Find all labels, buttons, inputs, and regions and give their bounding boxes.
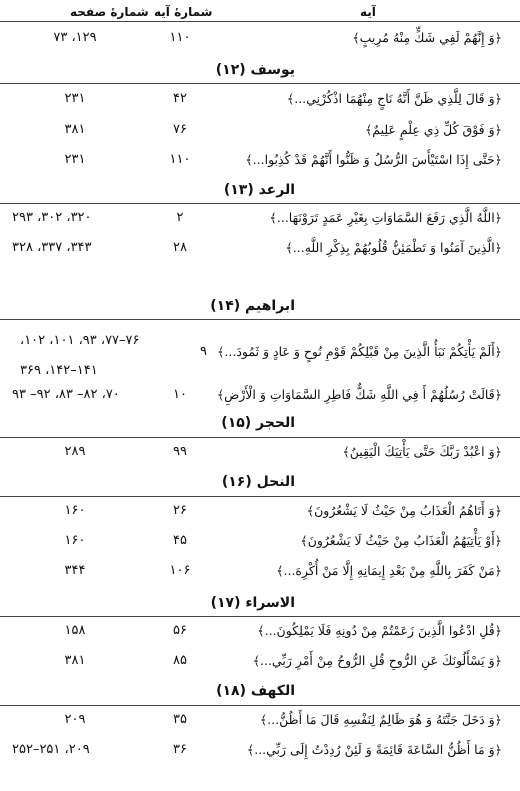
section-rule — [0, 496, 520, 497]
page-numbers: ۲۰۹ — [64, 712, 86, 727]
verse-text: ﴿وَ اعْبُدْ رَبَّكَ حَتَّى يَأْتِيَكَ الْيَقِينُ﴾ — [342, 444, 502, 459]
page-number-column-header: شمارهٔ صفحه — [70, 5, 149, 19]
page-numbers: ۳۴۳، ۳۳۷، ۳۲۸ — [12, 240, 92, 255]
page-numbers: ۲۳۱ — [64, 91, 86, 106]
page-numbers: ۱۵۸ — [64, 623, 86, 638]
verse-text: ﴿وَ أَتَاهُمُ الْعَذَابُ مِنْ حَيْثُ لَا يَشْعُرُونَ﴾ — [306, 503, 502, 518]
surah-heading: الرعد (۱۳) — [223, 182, 295, 198]
section-rule — [0, 616, 520, 617]
verse-text: ﴿الَّذِينَ آمَنُوا وَ تَطْمَئِنُّ قُلُوبُهُمْ بِذِكْرِ اللَّهِ...﴾ — [285, 240, 502, 255]
verse-column-header: آیه — [360, 5, 376, 19]
table-header — [0, 0, 520, 22]
verse-text: ﴿وَ فَوْقَ كُلِّ ذِي عِلْمٍ عَلِيمٌ﴾ — [364, 122, 502, 137]
surah-heading: الاسراء (۱۷) — [210, 595, 295, 611]
verse-number: ۵۶ — [173, 623, 187, 638]
verse-number: ۱۰ — [173, 387, 187, 402]
verse-number: ۱۰۶ — [169, 563, 191, 578]
verse-text: ﴿وَ مَا أَظُنُّ السَّاعَةَ قَائِمَةً وَ لَئِنْ رُدِدْتُ إِلَى رَبِّي...﴾ — [246, 742, 502, 757]
verse-number: ۳۶ — [173, 742, 187, 757]
verse-number: ۹۹ — [173, 444, 187, 459]
surah-heading: ابراهیم (۱۴) — [210, 298, 295, 314]
page-numbers: ۲۸۹ — [64, 444, 86, 459]
surah-heading: یوسف (۱۲) — [215, 62, 295, 78]
verse-number: ۷۶ — [173, 122, 187, 137]
verse-text: ﴿مَنْ كَفَرَ بِاللَّهِ مِنْ بَعْدِ إِيمَانِهِ إِلَّا مَنْ أُكْرِهَ...﴾ — [276, 563, 502, 578]
surah-heading: النحل (۱۶) — [221, 474, 295, 490]
page-numbers: ۳۲۰، ۳۰۲، ۲۹۳ — [12, 210, 92, 225]
page-numbers: ۳۸۱ — [64, 122, 86, 137]
verse-text: ﴿حَتَّى إِذَا اسْتَيْأَسَ الرُّسُلُ وَ ظَنُّوا أَنَّهُمْ قَدْ كُذِبُوا...﴾ — [245, 152, 502, 167]
verse-number: ۳۵ — [173, 712, 187, 727]
verse-text: ﴿وَ دَخَلَ جَنَّتَهُ وَ هُوَ ظَالِمٌ لِنَفْسِهِ قَالَ مَا أَظُنُّ...﴾ — [259, 712, 502, 727]
verse-number: ۸۵ — [173, 653, 187, 668]
page-numbers: ۱۶۰ — [64, 503, 86, 518]
verse-number: ۴۵ — [173, 533, 187, 548]
verse-number: ۲۸ — [173, 240, 187, 255]
header-rule — [0, 21, 520, 22]
page-numbers: ۱۲۹، ۷۳ — [53, 30, 97, 45]
verse-text: ﴿قَالَتْ رُسُلُهُمْ أَ فِي اللَّهِ شَكٌّ فَاطِرِ السَّمَاوَاتِ وَ الْأَرْضِ﴾ — [216, 387, 502, 402]
verse-text: ﴿اللَّهُ الَّذِي رَفَعَ السَّمَاوَاتِ بِغَيْرِ عَمَدٍ تَرَوْنَهَا...﴾ — [269, 210, 502, 225]
page-numbers: ۷۶–۷۷، ۹۳، ۱۰۱، ۱۰۲، ۱۴۱–۱۴۲، ۳۶۹ — [20, 333, 140, 378]
verse-text: ﴿وَ يَسْأَلُونَكَ عَنِ الرُّوحِ قُلِ الرُّوحُ مِنْ أَمْرِ رَبِّي...﴾ — [252, 653, 502, 668]
verse-number: ۴۲ — [173, 91, 187, 106]
page-numbers: ۷۰، ۸۲– ۸۳، ۹۲– ۹۳ — [12, 387, 120, 402]
page-numbers: ۲۰۹، ۲۵۱–۲۵۲ — [12, 742, 90, 757]
page-numbers: ۱۶۰ — [64, 533, 86, 548]
page-numbers: ۳۸۱ — [64, 653, 86, 668]
verse-text: ﴿وَ إِنَّهُمْ لَفِي شَكٍّ مِنْهُ مُرِيبٍ﴾ — [352, 30, 502, 45]
section-rule — [0, 203, 520, 204]
section-rule — [0, 83, 520, 84]
verse-number: ۱۱۰ — [169, 30, 191, 45]
verse-text: ﴿أَلَمْ يَأْتِكُمْ نَبَأُ الَّذِينَ مِنْ قَبْلِكُمْ قَوْمِ نُوحٍ وَ عَادٍ وَ ثَمُودَ...﴾ — [217, 344, 502, 359]
page-numbers: ۲۳۱ — [64, 152, 86, 167]
surah-heading: الکهف (۱۸) — [216, 683, 295, 699]
verse-number: ۲۶ — [173, 503, 187, 518]
page-numbers: ۳۴۴ — [64, 563, 86, 578]
verse-text: ﴿قُلِ ادْعُوا الَّذِينَ زَعَمْتُمْ مِنْ دُونِهِ فَلَا يَمْلِكُونَ...﴾ — [257, 623, 502, 638]
section-rule — [0, 437, 520, 438]
verse-number-column-header: شمارهٔ آیه — [154, 5, 213, 19]
verse-number: ۲ — [176, 210, 184, 225]
verse-number: ۹ — [200, 344, 207, 359]
surah-heading: الحجر (۱۵) — [221, 415, 295, 431]
section-rule — [0, 319, 520, 320]
verse-text: ﴿وَ قَالَ لِلَّذِي ظَنَّ أَنَّهُ نَاجٍ مِنْهُمَا اذْكُرْنِي...﴾ — [286, 91, 502, 106]
section-rule — [0, 705, 520, 706]
verse-text: ﴿أَوْ يَأْتِيَهُمُ الْعَذَابُ مِنْ حَيْثُ لَا يَشْعُرُونَ﴾ — [300, 533, 502, 548]
verse-number: ۱۱۰ — [169, 152, 191, 167]
